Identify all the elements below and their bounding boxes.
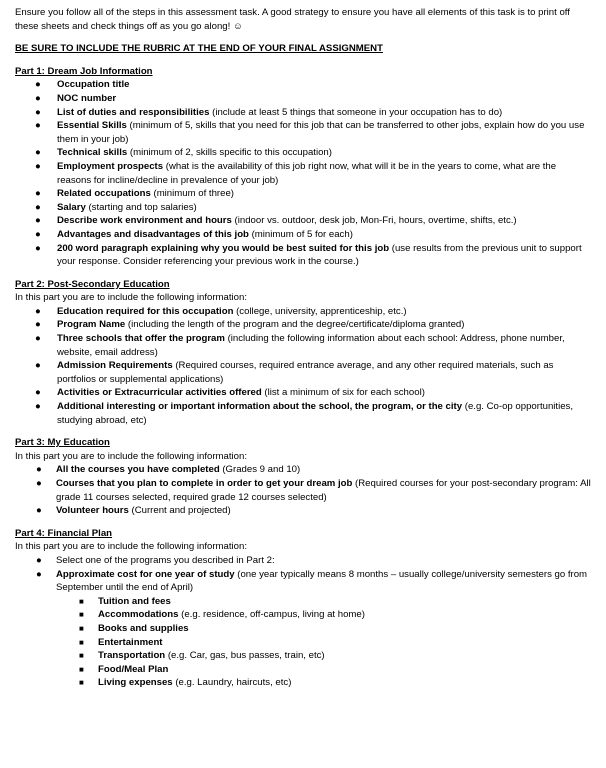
part2-title: Part 2: Post-Secondary Education	[15, 278, 170, 290]
bullet-icon: ●	[35, 92, 41, 104]
list-item: ● Salary (starting and top salaries)	[35, 201, 197, 213]
sub-list-item: ■ Accommodations (e.g. residence, off-campus, living at home)	[79, 609, 365, 621]
list-item: ● Employment prospects (what is the availability of this job right now, what will it be in the years to come, what are the reasons for incline/decline in prevalence of your job)	[35, 160, 557, 186]
square-bullet-icon: ■	[79, 664, 84, 674]
list-item: ● Occupation title	[35, 79, 130, 91]
square-bullet-icon: ■	[79, 651, 84, 661]
bullet-icon: ●	[35, 242, 41, 254]
bullet-icon: ●	[35, 160, 41, 172]
list-item: ● Additional interesting or important information about the school, the program, or the city (e.g. Co-op opportunities, studying abroad, etc)	[35, 401, 574, 426]
part2-lead: In this part you are to include the following information:	[15, 292, 247, 304]
part1-list	[15, 78, 592, 268]
list-item: ● All the courses you have completed (Grades 9 and 10)	[36, 464, 301, 476]
bullet-icon: ●	[36, 554, 42, 566]
part3-lead: In this part you are to include the following information:	[15, 450, 247, 462]
bullet-icon: ●	[35, 79, 41, 91]
bullet-icon: ●	[36, 464, 42, 476]
part3-title: Part 3: My Education	[15, 437, 110, 449]
bullet-icon: ●	[35, 401, 41, 413]
list-item: ● Approximate cost for one year of study (one year typically means 8 months – usually college/university semesters go from September until the end of April)	[36, 568, 588, 594]
list-item: ● Activities or Extracurricular activities offered (list a minimum of six for each school)	[35, 387, 425, 399]
bullet-icon: ●	[35, 106, 41, 118]
part2-list	[15, 305, 592, 427]
sub-list-item: ■ Tuition and fees	[79, 595, 171, 607]
square-bullet-icon: ■	[79, 610, 84, 620]
sub-list-item: ■ Transportation (e.g. Car, gas, bus passes, train, etc)	[79, 650, 325, 662]
part4-lead: In this part you are to include the following information:	[15, 541, 247, 553]
list-item: ● Technical skills (minimum of 2, skills specific to this occupation)	[35, 147, 332, 159]
list-item: ● Volunteer hours (Current and projected)	[36, 505, 231, 517]
list-item: ● Select one of the programs you described in Part 2:	[36, 554, 275, 566]
bullet-icon: ●	[35, 188, 41, 200]
list-item: ● Related occupations (minimum of three)	[35, 188, 234, 200]
part4-title: Part 4: Financial Plan	[15, 527, 113, 539]
bullet-icon: ●	[36, 568, 42, 580]
part4-sublist	[15, 595, 592, 690]
sub-list-item: ■ Living expenses (e.g. Laundry, haircuts, etc)	[79, 677, 292, 689]
square-bullet-icon: ■	[79, 596, 84, 606]
bullet-icon: ●	[35, 360, 41, 372]
bullet-icon: ●	[36, 478, 42, 489]
list-item: ● Admission Requirements (Required courses, required entrance average, and any other required materials, such as portfolios or supplemental applications)	[35, 360, 554, 385]
bullet-icon: ●	[35, 147, 41, 159]
part1-title: Part 1: Dream Job Information	[15, 65, 153, 77]
bullet-icon: ●	[35, 215, 41, 227]
list-item: ● Program Name (including the length of the program and the degree/certificate/diploma granted)	[35, 319, 465, 331]
part4-list	[15, 554, 592, 595]
bullet-icon: ●	[35, 333, 41, 345]
list-item: ● Describe work environment and hours (indoor vs. outdoor, desk job, Mon-Fri, hours, overtime, shifts, etc.)	[35, 215, 517, 227]
bullet-icon: ●	[35, 319, 41, 331]
sub-list-item: ■ Entertainment	[79, 636, 163, 648]
square-bullet-icon: ■	[79, 678, 84, 688]
intro-paragraph: Ensure you follow all of the steps in this assessment task. A good strategy to ensure you have all elements of this task is to print off these sheets and check things off as you go along! ☺	[15, 7, 570, 32]
list-item: ● Courses that you plan to complete in order to get your dream job (Required courses for your post-secondary program: All grade 11 courses selected, required grade 12 courses selected)	[36, 478, 591, 503]
bullet-icon: ●	[35, 228, 41, 240]
list-item: ● List of duties and responsibilities (include at least 5 things that someone in your occupation has to do)	[35, 106, 503, 118]
list-item: ● NOC number	[35, 92, 117, 104]
bullet-icon: ●	[35, 120, 41, 132]
list-item: ● 200 word paragraph explaining why you would be best suited for this job (use results from the previous unit to support your response. Consider referencing your previous work in the course.)	[35, 242, 582, 268]
bullet-icon: ●	[35, 387, 41, 399]
square-bullet-icon: ■	[79, 637, 84, 647]
list-item: ● Essential Skills (minimum of 5, skills that you need for this job that can be transferred to other jobs, explain how do you use them in your job)	[35, 120, 585, 145]
bullet-icon: ●	[35, 305, 41, 317]
sub-list-item: ■ Food/Meal Plan	[79, 663, 169, 675]
bullet-icon: ●	[35, 201, 41, 213]
list-item: ● Three schools that offer the program (including the following information about each school: Address, phone number, website, email address)	[35, 333, 565, 358]
list-item: ● Advantages and disadvantages of this job (minimum of 5 for each)	[35, 228, 353, 240]
part3-list	[15, 463, 592, 517]
bullet-icon: ●	[36, 505, 42, 517]
sub-list-item: ■ Books and supplies	[79, 622, 189, 634]
rubric-note: BE SURE TO INCLUDE THE RUBRIC AT THE END OF YOUR FINAL ASSIGNMENT	[15, 43, 383, 55]
list-item: ● Education required for this occupation (college, university, apprenticeship, etc.)	[35, 305, 407, 317]
square-bullet-icon: ■	[79, 623, 84, 633]
